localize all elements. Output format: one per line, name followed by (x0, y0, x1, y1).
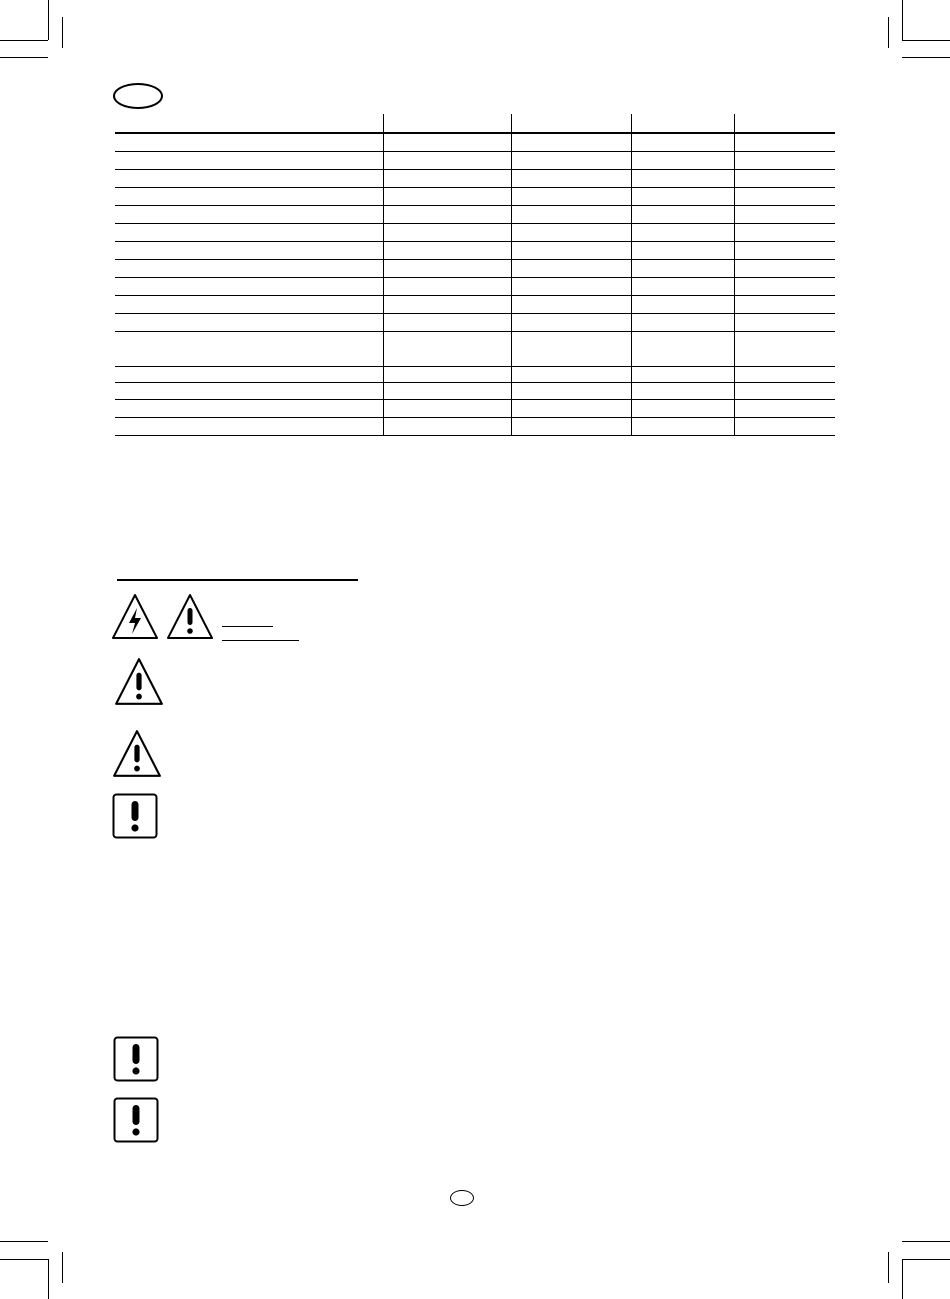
table-header-cell (734, 114, 835, 132)
table-header-cell (511, 114, 631, 132)
table-cell (383, 367, 511, 382)
table-header-cell (631, 114, 734, 132)
table-row (115, 260, 835, 278)
table-header-row (115, 114, 835, 134)
table-row (115, 383, 835, 400)
table-row (115, 242, 835, 260)
table-cell (383, 314, 511, 331)
table-row (115, 296, 835, 314)
table-cell (383, 278, 511, 295)
general-warning-icon (165, 592, 215, 642)
table-cell (734, 383, 835, 399)
table-cell (383, 188, 511, 205)
table-cell (734, 314, 835, 331)
table-cell (631, 188, 734, 205)
table-cell (734, 418, 835, 435)
table-cell (115, 400, 383, 417)
table-row (115, 367, 835, 383)
table-row (115, 134, 835, 152)
language-badge (113, 83, 163, 109)
table-cell (383, 224, 511, 241)
table-row (115, 224, 835, 242)
table-cell (383, 134, 511, 151)
table-cell (734, 152, 835, 169)
table-cell (734, 206, 835, 223)
table-cell (631, 152, 734, 169)
table-cell (631, 383, 734, 399)
table-cell (631, 242, 734, 259)
table-cell (734, 242, 835, 259)
table-row (115, 278, 835, 296)
table-cell (511, 170, 631, 187)
table-cell (511, 224, 631, 241)
table-cell (511, 260, 631, 277)
table-cell (115, 383, 383, 399)
table-cell (511, 314, 631, 331)
table-cell (631, 314, 734, 331)
table-cell (383, 400, 511, 417)
table-cell (631, 332, 734, 366)
table-cell (115, 367, 383, 382)
notice-exclamation-icon (112, 793, 158, 839)
table-row (115, 332, 835, 367)
table-cell (734, 296, 835, 313)
notice-exclamation-icon (113, 1097, 159, 1143)
table-cell (631, 400, 734, 417)
table-cell (115, 260, 383, 277)
table-cell (383, 170, 511, 187)
table-cell (631, 170, 734, 187)
table-cell (115, 278, 383, 295)
table-row (115, 400, 835, 418)
table-cell (115, 332, 383, 366)
table-cell (511, 332, 631, 366)
table-cell (631, 224, 734, 241)
general-warning-icon (111, 728, 163, 780)
table-cell (631, 278, 734, 295)
table-row (115, 206, 835, 224)
table-cell (511, 418, 631, 435)
table-cell (383, 296, 511, 313)
table-header-cell (383, 114, 511, 132)
table-cell (631, 260, 734, 277)
table-cell (734, 400, 835, 417)
table-header-cell (115, 114, 383, 132)
table-cell (383, 260, 511, 277)
table-cell (631, 206, 734, 223)
table-cell (511, 367, 631, 382)
notice-exclamation-icon (113, 1036, 159, 1082)
warning-label-2 (222, 628, 299, 641)
table-cell (115, 242, 383, 259)
table-cell (383, 206, 511, 223)
table-cell (115, 206, 383, 223)
page-number-badge (450, 1190, 474, 1206)
table-cell (115, 418, 383, 435)
table-cell (734, 278, 835, 295)
table-cell (511, 152, 631, 169)
table-cell (383, 242, 511, 259)
table-cell (511, 206, 631, 223)
table-cell (734, 332, 835, 366)
table-cell (631, 296, 734, 313)
table-cell (631, 418, 734, 435)
table-cell (631, 367, 734, 382)
table-cell (734, 224, 835, 241)
table-cell (115, 314, 383, 331)
table-cell (511, 400, 631, 417)
warning-label-1 (222, 614, 273, 627)
table-cell (383, 383, 511, 399)
table-cell (115, 170, 383, 187)
table-cell (511, 242, 631, 259)
spec-table (115, 114, 835, 436)
table-cell (511, 383, 631, 399)
table-cell (511, 296, 631, 313)
table-cell (115, 152, 383, 169)
table-cell (511, 278, 631, 295)
table-cell (383, 152, 511, 169)
table-cell (383, 418, 511, 435)
table-row (115, 152, 835, 170)
electric-shock-warning-icon (110, 592, 160, 642)
table-row (115, 418, 835, 436)
table-row (115, 170, 835, 188)
table-cell (115, 134, 383, 151)
table-cell (734, 260, 835, 277)
table-cell (631, 134, 734, 151)
table-cell (734, 134, 835, 151)
general-warning-icon (113, 656, 165, 708)
table-cell (115, 188, 383, 205)
table-cell (115, 296, 383, 313)
table-cell (734, 170, 835, 187)
section-heading-rule (117, 579, 358, 581)
table-row (115, 314, 835, 332)
table-cell (511, 188, 631, 205)
table-cell (383, 332, 511, 366)
table-cell (734, 367, 835, 382)
table-row (115, 188, 835, 206)
table-cell (115, 224, 383, 241)
table-cell (511, 134, 631, 151)
table-cell (734, 188, 835, 205)
